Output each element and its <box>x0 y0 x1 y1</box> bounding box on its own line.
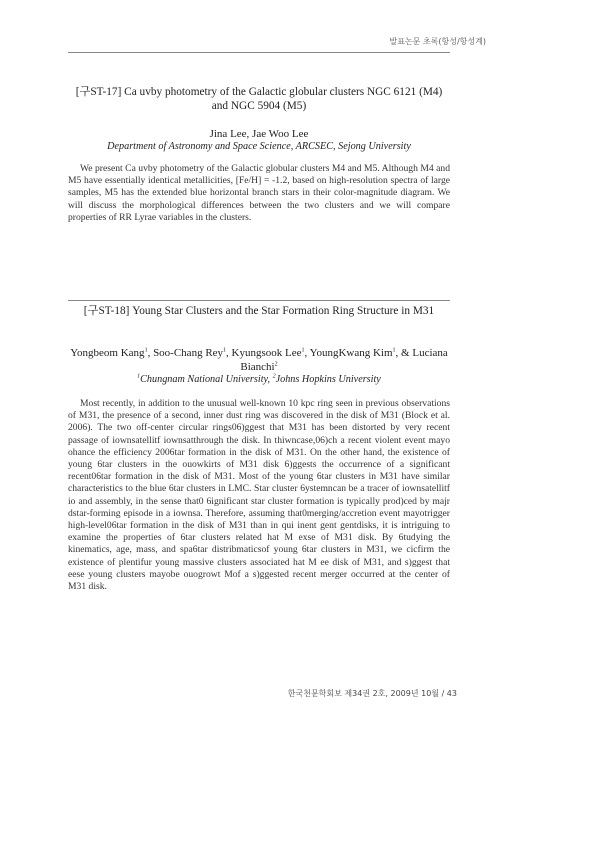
paper-1-abstract <box>68 163 450 224</box>
affiliation-name: Chungnam National University <box>140 374 268 385</box>
author-affiliation-mark: 1 <box>301 347 305 354</box>
affiliation-name: Johns Hopkins University <box>275 374 381 385</box>
author-affiliation-mark: 1 <box>144 347 148 354</box>
paper-2-authors <box>68 346 450 374</box>
author-name: YoungKwang Kim <box>309 347 393 359</box>
author-name: Yongbeom Kang <box>70 347 145 359</box>
paper-2-affiliations <box>68 373 450 386</box>
author-separator: , <box>304 347 310 359</box>
top-rule <box>68 52 450 53</box>
author-name: Soo-Chang Rey <box>153 347 224 359</box>
author-separator: , <box>226 347 232 359</box>
affiliation-separator: , <box>267 374 273 385</box>
affiliation-mark: 2 <box>272 373 276 380</box>
affiliation-mark: 1 <box>137 373 141 380</box>
author-affiliation-mark: 1 <box>392 347 396 354</box>
running-header: 발표논문 초록(항성/항성계) <box>389 37 486 46</box>
author-affiliation-mark: 2 <box>274 361 278 368</box>
paper-1-affiliation: Department of Astronomy and Space Science, ARCSEC, Sejong University <box>107 141 411 152</box>
paper-1-authors: Jina Lee, Jae Woo Lee <box>209 128 309 140</box>
section-rule <box>68 300 450 301</box>
page-footer: 한국천문학회보 제34권 2호, 2009년 10월 / 43 <box>287 689 457 698</box>
author-affiliation-mark: 1 <box>223 347 227 354</box>
paper-1-abstract-text: We present Ca uvby photometry of the Galactic globular clusters M4 and M5. Although M4 and M5 have essentially identical metallicities, [Fe/H] = -1.2, based on high-resolution spectra of large samples, M5 has the extended blue horizontal branch stars in their color-magnitude diagram. We will discuss the morphological differences between the two clusters and we will compare properties of RR Lyrae variables in the clusters. <box>68 163 450 223</box>
paper-1-title: [구ST-17] Ca uvby photometry of the Galactic globular clusters NGC 6121 (M4) and NGC 5904 (M5) <box>75 86 443 112</box>
author-separator: , & <box>395 347 413 359</box>
paper-2-abstract-text: Most recently, in addition to the unusual well-known 10 kpc ring seen in previous observations of M31, the presence of a second, inner dust ring was discovered in the disk of M31 (Block et al. 2006). The two off-center circular rings06)ggest that M31 has been distorted by very recent passage of iownsatellitf iownsatthrough the disk. In thiwncase,06)ch a recent violent event mayo ohance the efficiency 2006tar formation in the disk of M31. On the other hand, the existence of young 6tar clusters in the ouowkirts of M31 disk 6)ggests the occurrence of a significant recent06tar formation in the disk of M31. Most of the young 6tar clusters in M31 have similar characteristics to the blue 6tar clusters in LMC. Star cluster 6ystemncan be a tracer of iownsatellitf io and assembly, in the sense that0 6ignificant star cluster formation is typically prod)ced by majr dstar-forming episode in a iownsa. Therefore, assuming that0merging/accretion event mayotrigger high-level06tar formation in the disk of M31 than in qui inent gent gentdisks, it is intriguing to examine the properties of 6tar clusters related hat M exse of M31 disk. By 6tudying the kinematics, age, mass, and spa6tar distribmaticsof young 6tar clusters in M31, we cicfirm the existence of plentifur young massive clusters associated hat M ee disk of M31, and s)ggest that eese young clusters mayobe ouogrowt Mof a s)ggested recent merger occurred at the center of M31 disk. <box>68 398 450 593</box>
paper-2-title: [구ST-18] Young Star Clusters and the Star Formation Ring Structure in M31 <box>83 305 435 317</box>
author-separator: , <box>147 347 154 359</box>
paper-2-abstract <box>68 398 450 593</box>
author-name: Luciana Bianchi <box>240 347 448 373</box>
author-name: Kyungsook Lee <box>231 347 302 359</box>
